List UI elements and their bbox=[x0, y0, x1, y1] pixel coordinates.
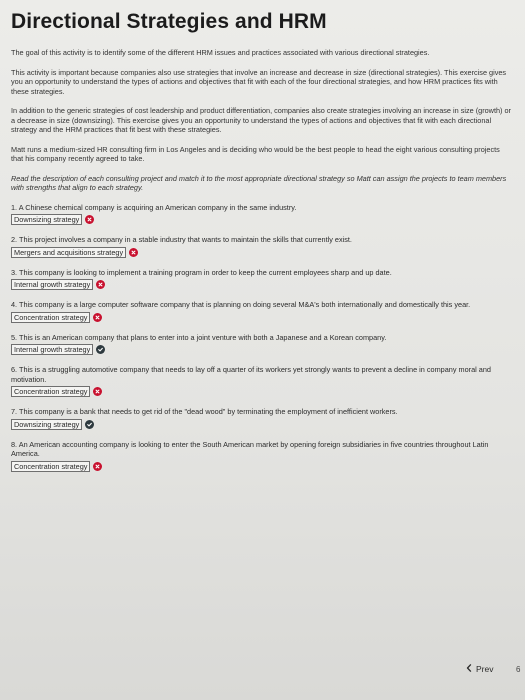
intro-paragraph-3: In addition to the generic strategies of cost leadership and product differentiation, companies also create strategies involving an increase in size (growth) or a decrease in size (downsizing). This exercise gives you an opportunity to understand the types of actions and objectives that fit with each directional strategy and the HRM practices that fit best with these strategies. bbox=[11, 106, 511, 134]
question-item bbox=[11, 440, 511, 472]
incorrect-icon bbox=[93, 387, 102, 396]
question-list bbox=[11, 203, 511, 472]
question-text: 3. This company is looking to implement a training program in order to keep the current employees sharp and up date. bbox=[11, 267, 392, 277]
question-text: 2. This project involves a company in a stable industry that wants to maintain the skills that currently exist. bbox=[11, 235, 352, 244]
chevron-left-icon bbox=[466, 664, 472, 674]
answer-dropdown[interactable]: Downsizing strategy bbox=[11, 214, 82, 225]
question-item bbox=[11, 407, 511, 430]
instruction-text: Read the description of each consulting project and match it to the most appropriate directional strategy so Matt can assign the projects to team members with strengths that align to each strategy. bbox=[11, 173, 507, 192]
answer-dropdown[interactable]: Internal growth strategy bbox=[11, 279, 93, 290]
question-item bbox=[11, 203, 511, 226]
answer-dropdown[interactable]: Downsizing strategy bbox=[11, 419, 82, 430]
question-item bbox=[11, 235, 511, 258]
incorrect-icon bbox=[96, 280, 105, 289]
answer-dropdown[interactable]: Concentration strategy bbox=[11, 386, 90, 397]
page-number: 6 bbox=[516, 665, 521, 674]
answer-dropdown[interactable]: Mergers and acquisitions strategy bbox=[11, 247, 126, 258]
question-text: 5. This is an American company that plans to enter into a joint venture with both a Japanese and a Korean company. bbox=[11, 332, 387, 342]
question-text: 8. An American accounting company is looking to enter the South American market by opening foreign subsidiaries in five countries throughout Latin America. bbox=[11, 439, 489, 458]
page-title: Directional Strategies and HRM bbox=[11, 10, 327, 33]
question-text: 6. This is a struggling automotive company that needs to lay off a quarter of its workers yet strongly wants to prevent a decline in company moral and motivation. bbox=[11, 365, 491, 384]
question-item bbox=[11, 365, 511, 397]
incorrect-icon bbox=[129, 248, 138, 257]
question-item bbox=[11, 333, 511, 356]
answer-dropdown[interactable]: Concentration strategy bbox=[11, 461, 90, 472]
incorrect-icon bbox=[85, 215, 94, 224]
intro-paragraph-1: The goal of this activity is to identify some of the different HRM issues and practices associated with various directional strategies. bbox=[11, 48, 430, 57]
question-text: 1. A Chinese chemical company is acquiring an American company in the same industry. bbox=[11, 202, 297, 212]
answer-dropdown[interactable]: Internal growth strategy bbox=[11, 344, 93, 355]
answer-dropdown[interactable]: Concentration strategy bbox=[11, 312, 90, 323]
page-footer bbox=[0, 662, 525, 682]
intro-paragraph-2: This activity is important because companies also use strategies that involve an increase and decrease in size (directional strategies). This exercise gives you an opportunity to understand the types of actions and objectives that fit with each of the four directional strategies, and how HRM practices fits with these strategies. bbox=[11, 67, 507, 96]
question-text: 7. This company is a bank that needs to get rid of the "dead wood" by terminating the employment of inefficient workers. bbox=[11, 407, 398, 416]
prev-label: Prev bbox=[476, 664, 494, 674]
question-item bbox=[11, 268, 511, 291]
correct-check-icon bbox=[96, 345, 105, 354]
intro-paragraph-4: Matt runs a medium-sized HR consulting firm in Los Angeles and is deciding who would be the best people to head the eight various consulting projects that his company recently agreed to take. bbox=[11, 144, 500, 163]
correct-check-icon bbox=[85, 420, 94, 429]
incorrect-icon bbox=[93, 313, 102, 322]
prev-button[interactable] bbox=[466, 664, 493, 674]
question-item bbox=[11, 300, 511, 323]
incorrect-icon bbox=[93, 462, 102, 471]
question-text: 4. This company is a large computer software company that is planning on doing several M&A's both internationally and domestically this year. bbox=[11, 300, 471, 309]
